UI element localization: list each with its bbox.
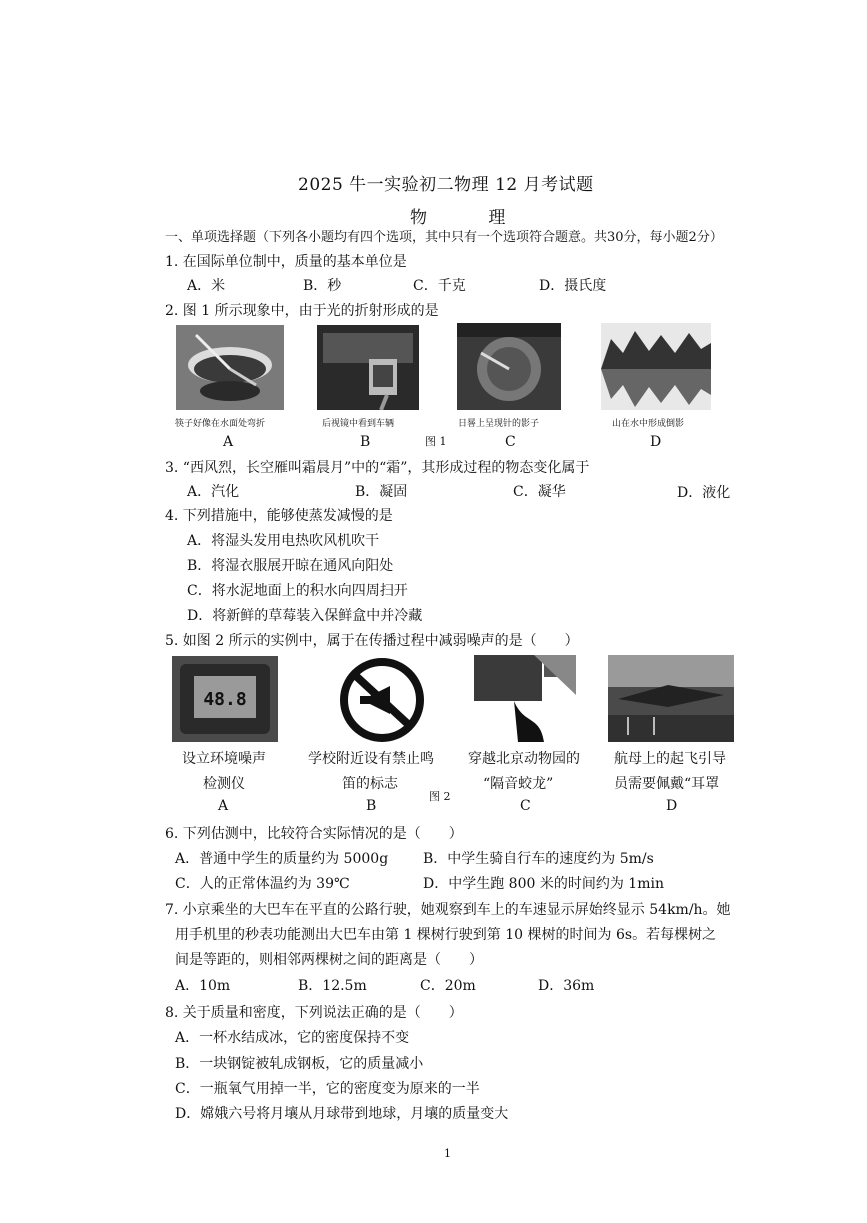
question-6-stem: 6. 下列估测中，比较符合实际情况的是（ ） xyxy=(165,826,463,842)
figure2-caption-c-line2: “隔音蛟龙” xyxy=(483,776,554,792)
section-heading: 一、单项选择题（下列各小题均有四个选项，其中只有一个选项符合题意。共30分，每小题2分） xyxy=(165,230,723,245)
page-subtitle: 物 理 xyxy=(410,208,534,228)
figure1-image-a xyxy=(176,325,284,410)
q7-option-b: B．12.5m xyxy=(298,978,367,994)
figure2-caption-a-line1: 设立环境噪声 xyxy=(182,751,266,767)
q1-option-b: B．秒 xyxy=(303,278,342,294)
figure2-letter-c: C xyxy=(520,798,531,814)
figure2-caption-a-line2: 检测仪 xyxy=(203,776,245,792)
question-4-stem: 4. 下列措施中，能够使蒸发减慢的是 xyxy=(165,508,393,524)
q4-option-c: C．将水泥地面上的积水向四周扫开 xyxy=(187,583,408,599)
figure2-caption-c-line1: 穿越北京动物园的 xyxy=(468,751,580,767)
q8-option-a: A．一杯水结成冰，它的密度保持不变 xyxy=(175,1030,410,1046)
figure1-image-b xyxy=(317,325,419,410)
q6-option-c: C．人的正常体温约为 39℃ xyxy=(175,876,350,892)
q4-option-a: A．将湿头发用电热吹风机吹干 xyxy=(187,533,380,549)
figure1-caption-b: 后视镜中看到车辆 xyxy=(322,419,395,429)
question-8-stem: 8. 关于质量和密度，下列说法正确的是（ ） xyxy=(165,1005,463,1021)
question-7-line2: 用手机里的秒表功能测出大巴车由第 1 棵树行驶到第 10 棵树的时间为 6s。若每棵树之 xyxy=(175,927,717,943)
q6-option-d: D．中学生跑 800 米的时间约为 1min xyxy=(423,876,664,892)
q1-option-d: D．摄氏度 xyxy=(539,278,607,294)
q1-option-c: C．千克 xyxy=(413,278,466,294)
q6-option-b: B．中学生骑自行车的速度约为 5m/s xyxy=(423,851,654,867)
q8-option-d: D．嫦娥六号将月壤从月球带到地球，月壤的质量变大 xyxy=(175,1106,509,1122)
figure1-image-d xyxy=(601,323,711,410)
figure2-letter-d: D xyxy=(666,798,678,814)
noise-monitor-readout: 48.8 xyxy=(203,689,247,710)
question-7-line3: 间是等距的，则相邻两棵树之间的距离是（ ） xyxy=(175,952,483,968)
question-7-line1: 7. 小京乘坐的大巴车在平直的公路行驶，她观察到车上的车速显示屏始终显示 54km/h。她 xyxy=(165,902,731,918)
figure1-image-c xyxy=(457,323,561,410)
figure2-caption-b-line1: 学校附近设有禁止鸣 xyxy=(308,751,434,767)
q3-option-d: D．液化 xyxy=(677,485,731,501)
figure1-letter-a: A xyxy=(223,434,234,450)
figure1-letter-b: B xyxy=(360,434,371,450)
page-title: 2025 牛一实验初二物理 12 月考试题 xyxy=(298,175,594,195)
figure1-caption-a: 筷子好像在水面处弯折 xyxy=(175,419,266,429)
question-3-stem: 3. “西风烈，长空雁叫霜晨月”中的“霜”，其形成过程的物态变化属于 xyxy=(165,460,590,476)
q8-option-c: C．一瓶氧气用掉一半，它的密度变为原来的一半 xyxy=(175,1081,480,1097)
figure2-label: 图 2 xyxy=(429,790,451,803)
q6-option-a: A．普通中学生的质量约为 5000g xyxy=(175,851,389,867)
question-5-stem: 5. 如图 2 所示的实例中，属于在传播过程中减弱噪声的是（ ） xyxy=(165,633,579,649)
figure2-image-d xyxy=(608,655,734,742)
q7-option-c: C．20m xyxy=(420,978,476,994)
q7-option-a: A．10m xyxy=(175,978,231,994)
figure1-caption-d: 山在水中形成倒影 xyxy=(612,419,685,429)
figure2-caption-d-line2: 员需要佩戴“耳罩 xyxy=(614,776,720,792)
figure2-caption-b-line2: 笛的标志 xyxy=(342,776,398,792)
page-number: 1 xyxy=(444,1147,451,1160)
q4-option-b: B．将湿衣服展开晾在通风向阳处 xyxy=(187,558,394,574)
figure2-letter-a: A xyxy=(218,798,229,814)
figure2-image-a xyxy=(172,656,278,742)
figure1-label: 图 1 xyxy=(425,435,447,448)
question-2-stem: 2. 图 1 所示现象中，由于光的折射形成的是 xyxy=(165,303,439,319)
q7-option-d: D．36m xyxy=(538,978,595,994)
q3-option-b: B．凝固 xyxy=(355,484,408,500)
q4-option-d: D．将新鲜的草莓装入保鲜盒中并冷藏 xyxy=(187,608,423,624)
q3-option-a: A．汽化 xyxy=(187,484,240,500)
question-1-stem: 1. 在国际单位制中，质量的基本单位是 xyxy=(165,254,407,270)
figure2-caption-d-line1: 航母上的起飞引导 xyxy=(614,751,726,767)
q3-option-c: C．凝华 xyxy=(513,484,566,500)
figure1-letter-c: C xyxy=(505,434,516,450)
figure2-image-b xyxy=(330,656,434,744)
q8-option-b: B．一块钢锭被轧成钢板，它的质量减小 xyxy=(175,1056,424,1072)
figure2-image-c xyxy=(474,655,576,742)
figure1-letter-d: D xyxy=(650,434,662,450)
q1-option-a: A．米 xyxy=(187,278,226,294)
figure1-caption-c: 日晷上呈现针的影子 xyxy=(458,419,540,429)
figure2-letter-b: B xyxy=(366,798,377,814)
